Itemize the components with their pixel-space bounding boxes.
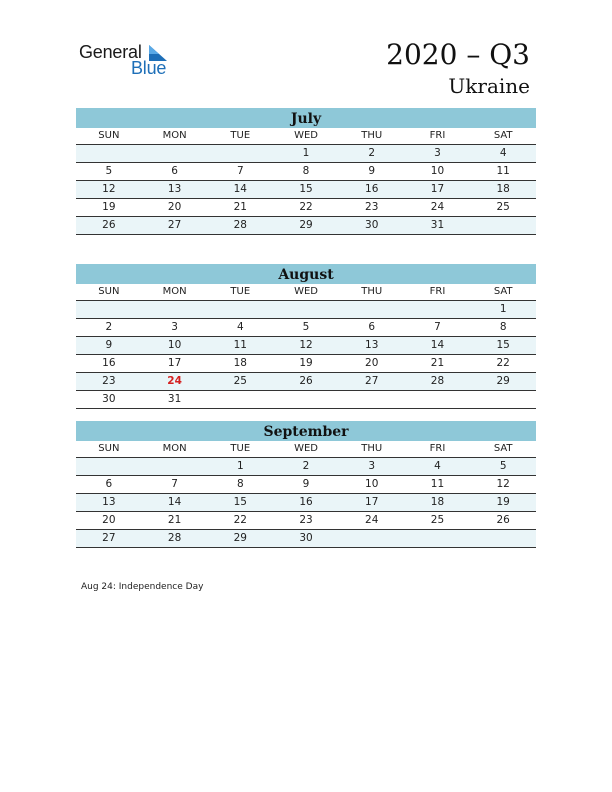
day-cell — [142, 301, 208, 318]
day-cell: 5 — [105, 165, 113, 177]
day-cell: 17 — [365, 496, 379, 508]
day-cell: 21 — [430, 357, 445, 369]
holiday-note: Aug 24: Independence Day — [81, 582, 204, 592]
weekday-header-row — [76, 128, 536, 145]
day-cell: 4 — [434, 460, 441, 472]
day-cell: 26 — [299, 375, 313, 387]
page-title: 2020 – Q3 — [386, 38, 530, 71]
month-july — [76, 108, 536, 235]
day-cell: 21 — [233, 201, 247, 213]
day-cell — [76, 458, 142, 475]
weekday-label: SAT — [493, 130, 513, 141]
day-cell — [142, 458, 208, 475]
day-cell: 11 — [233, 339, 247, 351]
day-cell — [207, 301, 273, 318]
day-cell — [339, 301, 405, 318]
day-cell: 22 — [299, 201, 313, 213]
day-cell: 2 — [368, 147, 376, 159]
day-cell — [339, 391, 405, 408]
weekday-label: TUE — [230, 286, 251, 297]
country-name: Ukraine — [448, 74, 530, 98]
day-cell — [405, 530, 471, 547]
day-cell: 22 — [233, 514, 247, 526]
week-row — [76, 476, 536, 494]
day-cell: 30 — [299, 532, 313, 544]
day-cell: 23 — [102, 375, 116, 387]
week-row — [76, 217, 536, 235]
day-cell: 26 — [102, 219, 116, 231]
weekday-label: THU — [361, 286, 383, 297]
day-cell: 13 — [365, 339, 379, 351]
day-cell: 10 — [167, 339, 182, 351]
day-cell — [76, 145, 142, 162]
day-cell — [470, 391, 536, 408]
week-row — [76, 337, 536, 355]
day-cell: 14 — [167, 496, 182, 508]
day-cell: 1 — [302, 147, 310, 159]
weekday-header-row — [76, 441, 536, 458]
day-cell: 23 — [299, 514, 313, 526]
weekday-label: THU — [361, 130, 383, 141]
week-row — [76, 512, 536, 530]
day-cell: 3 — [368, 460, 376, 472]
logo-blue-text: Blue — [131, 58, 167, 78]
day-cell: 19 — [496, 496, 510, 508]
weekday-label: FRI — [429, 286, 446, 297]
day-cell: 12 — [102, 183, 116, 195]
day-cell: 12 — [496, 478, 510, 490]
weekday-label: WED — [294, 443, 318, 454]
day-cell: 28 — [167, 532, 182, 544]
day-cell — [76, 301, 142, 318]
week-row — [76, 530, 536, 548]
day-cell: 10 — [365, 478, 379, 490]
day-cell: 28 — [233, 219, 247, 231]
week-row — [76, 373, 536, 391]
day-cell: 18 — [496, 183, 510, 195]
logo-general-text: General — [79, 42, 142, 62]
day-cell: 11 — [496, 165, 510, 177]
day-cell — [207, 145, 273, 162]
day-cell: 9 — [105, 339, 113, 351]
day-cell — [273, 391, 339, 408]
day-cell: 20 — [365, 357, 379, 369]
day-cell: 6 — [171, 165, 178, 177]
day-cell: 7 — [434, 321, 441, 333]
day-cell: 31 — [430, 219, 445, 231]
month-september — [76, 421, 536, 548]
day-cell: 14 — [233, 183, 247, 195]
day-cell: 13 — [102, 496, 116, 508]
day-cell: 29 — [233, 532, 247, 544]
day-cell: 26 — [496, 514, 510, 526]
day-cell: 29 — [299, 219, 313, 231]
weekday-label: MON — [162, 130, 187, 141]
day-cell: 10 — [430, 165, 445, 177]
week-row — [76, 458, 536, 476]
day-cell: 6 — [368, 321, 376, 333]
weekday-label: WED — [294, 130, 318, 141]
day-cell: 8 — [302, 165, 310, 177]
day-cell: 31 — [167, 393, 182, 405]
day-cell: 8 — [499, 321, 507, 333]
week-row — [76, 163, 536, 181]
day-cell: 30 — [102, 393, 116, 405]
day-cell — [470, 217, 536, 234]
day-cell — [339, 530, 405, 547]
day-cell: 3 — [434, 147, 441, 159]
week-row — [76, 145, 536, 163]
day-cell: 21 — [167, 514, 182, 526]
day-cell: 4 — [236, 321, 244, 333]
day-cell: 24 — [365, 514, 379, 526]
day-cell — [273, 301, 339, 318]
month-header: September — [76, 421, 536, 441]
weekday-label: FRI — [429, 130, 446, 141]
weekday-label: THU — [361, 443, 383, 454]
day-cell: 4 — [499, 147, 507, 159]
weekday-label: SAT — [493, 443, 513, 454]
month-header: August — [76, 264, 536, 284]
day-cell: 1 — [499, 303, 507, 315]
day-cell: 28 — [430, 375, 445, 387]
week-row — [76, 301, 536, 319]
weekday-label: FRI — [429, 443, 446, 454]
day-cell: 3 — [171, 321, 178, 333]
day-cell: 15 — [299, 183, 313, 195]
week-row — [76, 199, 536, 217]
day-cell: 12 — [299, 339, 313, 351]
day-cell: 29 — [496, 375, 510, 387]
week-row — [76, 494, 536, 512]
day-cell: 16 — [102, 357, 116, 369]
weekday-header-row — [76, 284, 536, 301]
weekday-label: TUE — [230, 130, 251, 141]
holiday-day-cell: 24 — [167, 375, 182, 387]
day-cell: 6 — [105, 478, 113, 490]
weekday-label: MON — [162, 443, 187, 454]
day-cell: 25 — [496, 201, 510, 213]
day-cell: 27 — [102, 532, 116, 544]
day-cell: 9 — [368, 165, 376, 177]
weekday-label: SAT — [493, 286, 513, 297]
day-cell: 23 — [365, 201, 379, 213]
day-cell: 22 — [496, 357, 510, 369]
day-cell: 25 — [430, 514, 445, 526]
day-cell: 11 — [430, 478, 445, 490]
week-row — [76, 391, 536, 409]
weekday-label: WED — [294, 286, 318, 297]
day-cell: 16 — [365, 183, 379, 195]
day-cell: 20 — [167, 201, 182, 213]
day-cell — [470, 530, 536, 547]
day-cell: 16 — [299, 496, 313, 508]
day-cell: 18 — [233, 357, 247, 369]
day-cell: 7 — [171, 478, 178, 490]
holiday-notes — [81, 582, 203, 592]
day-cell: 19 — [299, 357, 313, 369]
day-cell: 2 — [105, 321, 113, 333]
day-cell — [207, 391, 273, 408]
logo — [79, 42, 179, 82]
day-cell: 15 — [233, 496, 247, 508]
day-cell: 18 — [430, 496, 445, 508]
weekday-label: MON — [162, 286, 187, 297]
month-august — [76, 264, 536, 409]
week-row — [76, 319, 536, 337]
day-cell: 5 — [499, 460, 507, 472]
day-cell: 8 — [236, 478, 244, 490]
day-cell: 27 — [167, 219, 182, 231]
day-cell: 27 — [365, 375, 379, 387]
weekday-label: TUE — [230, 443, 251, 454]
day-cell: 15 — [496, 339, 510, 351]
day-cell: 19 — [102, 201, 116, 213]
weekday-label: SUN — [98, 130, 120, 141]
day-cell: 9 — [302, 478, 310, 490]
day-cell: 17 — [167, 357, 182, 369]
day-cell: 14 — [430, 339, 445, 351]
day-cell — [405, 301, 471, 318]
day-cell: 1 — [236, 460, 244, 472]
day-cell: 7 — [236, 165, 244, 177]
day-cell: 24 — [430, 201, 445, 213]
week-row — [76, 181, 536, 199]
day-cell — [142, 145, 208, 162]
week-row — [76, 355, 536, 373]
day-cell — [405, 391, 471, 408]
month-header: July — [76, 108, 536, 128]
day-cell: 30 — [365, 219, 379, 231]
day-cell: 25 — [233, 375, 247, 387]
day-cell: 5 — [302, 321, 310, 333]
weekday-label: SUN — [98, 286, 120, 297]
day-cell: 17 — [430, 183, 445, 195]
day-cell: 20 — [102, 514, 116, 526]
day-cell: 2 — [302, 460, 310, 472]
day-cell: 13 — [167, 183, 182, 195]
weekday-label: SUN — [98, 443, 120, 454]
